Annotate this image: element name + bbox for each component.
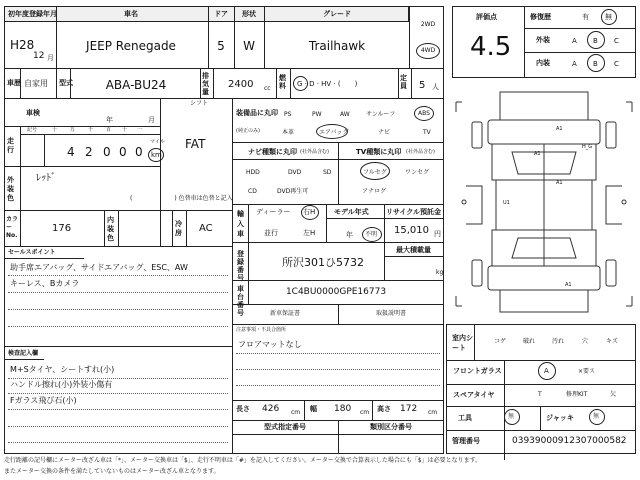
km-unit: km — [151, 151, 162, 159]
import-dealer: ディーラー — [256, 208, 291, 216]
damage-mark-3: A1 — [556, 180, 563, 186]
model-year-label: モデル年式 — [334, 208, 369, 216]
navi-dvd: DVD — [288, 169, 302, 176]
notes-label: 注意事項・不具合箇所 — [236, 327, 287, 333]
drive-4wd: 4WD — [420, 47, 436, 54]
displacement-label: 排気量 — [202, 72, 209, 96]
spare-kit: 修理KIT — [566, 391, 588, 398]
equip-abs: ABS — [418, 110, 430, 117]
type-designation-label: 型式指定番号 — [264, 423, 306, 431]
sheet-koge: コゲ — [494, 338, 507, 345]
int-grade-c: C — [614, 60, 619, 68]
repair-label: 修復歴 — [530, 13, 551, 21]
interior-color-label: 内装色 — [107, 216, 114, 242]
recycle-value: 15,010 — [394, 225, 429, 236]
recycle-yen: 円 — [434, 230, 441, 238]
category-no-label: 類別区分番号 — [370, 423, 412, 431]
equip-aw: AW — [340, 111, 350, 118]
tv-title: TV種類に丸印 — [356, 148, 402, 156]
import-parallel: 並行 — [264, 229, 278, 237]
footer-line2: またメーター交換の条件を満たしていないものはメーター改ざん車となります。 — [4, 468, 220, 475]
tv-fullseg: フルセグ — [363, 169, 387, 176]
score-exterior-label: 外装 — [536, 36, 550, 44]
inspector-line1: M+Sタイヤ、シートすれ(小) — [10, 365, 115, 374]
tools-label: 工具 — [458, 414, 472, 422]
color-no-label: カラーNo. — [6, 216, 19, 239]
import-label: 輸入車 — [237, 210, 244, 238]
grade-label: グレード — [323, 10, 351, 18]
shaken-month: 月 — [148, 116, 155, 124]
category-label: 車歴 — [7, 79, 21, 87]
mileage-digit-2: 0 — [103, 145, 111, 159]
width-cm: cm — [360, 409, 370, 416]
model-year-unit: 年 — [346, 231, 353, 239]
spare-t: T — [538, 391, 542, 398]
jack-none: 無 — [593, 413, 600, 420]
navi-hdd: HDD — [246, 169, 260, 176]
damage-mark-4: U1 — [503, 200, 510, 206]
inspector-label: 検査記入欄 — [8, 350, 39, 357]
spare-none: 欠 — [610, 391, 617, 398]
footer-line1: 走行距離の記号欄にメーター改ざん車は「*」、メーター交換車は「$」、走行不明車は「#」を記入してください。メーター交換で合算表示した場合にも「$」は必要となります。 — [4, 457, 482, 464]
control-label: 管理番号 — [452, 437, 480, 445]
digit-header-3: 千 — [88, 127, 94, 133]
score-label: 評価点 — [476, 13, 497, 21]
tv-title-note: (社外品含む) — [406, 149, 435, 155]
sales-point-label: セールスポイント — [8, 249, 56, 256]
mile-label: マイル — [150, 139, 165, 145]
import-left-h: 左H — [303, 229, 316, 237]
shaken-year: 年 — [106, 116, 113, 124]
length-cm: cm — [291, 409, 301, 416]
shaken-label: 車検 — [26, 109, 40, 117]
windshield-a: A — [544, 367, 549, 375]
sheet-kizu: キズ — [606, 338, 618, 345]
shift-label: シフト — [190, 100, 209, 107]
drive-2wd: 2WD — [420, 21, 436, 28]
digit-header-1: 十 — [52, 127, 58, 133]
digit-header-6: 一 — [137, 127, 143, 133]
windshield-x: ×要ス — [578, 368, 596, 375]
digit-header-0: 記号 — [27, 127, 38, 133]
notes-value: フロアマットなし — [238, 340, 302, 349]
mileage-digit-1: 2 — [85, 145, 93, 159]
month-unit: 月 — [47, 54, 54, 62]
registration-label: 登録番号 — [237, 250, 244, 282]
navi-sd: SD — [323, 169, 332, 176]
digit-header-5: 十 — [122, 127, 128, 133]
equipment-title: 装備品に丸印 — [236, 109, 278, 117]
tools-none: 無 — [508, 413, 515, 420]
repair-yes: 有 — [582, 13, 589, 21]
displacement: 2400 — [228, 79, 254, 90]
chassis-label: 車台番号 — [237, 285, 244, 317]
tv-analog: アナログ — [362, 188, 387, 195]
fuel-options: G · D · HV · ( ) — [297, 80, 358, 88]
sales-point-line2: キーレス、Bカメラ — [10, 279, 80, 288]
exterior-note: ( ) 色替車は色替と記入 — [130, 195, 233, 202]
reg-year: H28 — [10, 38, 35, 52]
shape-label: 形状 — [242, 10, 256, 18]
score-value: 4.5 — [470, 32, 512, 62]
navi-cd: CD — [248, 188, 257, 195]
grade: Trailhawk — [308, 39, 366, 53]
score-interior-label: 内装 — [536, 59, 550, 67]
length-label: 長さ — [236, 405, 250, 413]
control-value: 03939000912307000582 — [512, 436, 627, 446]
exterior-label: 外装色 — [7, 176, 14, 202]
tv-oneseg: ワンセグ — [405, 169, 430, 176]
fuel-label: 燃料 — [279, 74, 286, 90]
ext-grade-a: A — [572, 37, 577, 45]
exterior-color: ﾚｯﾄﾞ — [36, 173, 56, 184]
chassis-value: 1C4BU0000GPE16773 — [285, 287, 387, 297]
navi-dvd-play: DVD再生可 — [277, 188, 309, 195]
shape: W — [243, 39, 255, 53]
manual: 取扱説明書 — [375, 310, 407, 317]
inspector-line2: ハンドル擦れ(小)外装小傷有 — [10, 380, 113, 389]
max-load-kg: kg — [436, 269, 444, 276]
damage-mark-1: A1 — [556, 126, 563, 132]
category: 自家用 — [24, 79, 48, 88]
length-value: 426 — [262, 404, 280, 414]
model: ABA-BU24 — [105, 78, 167, 92]
damage-mark-6: A1 — [565, 282, 572, 288]
mileage-digit-0: 4 — [67, 145, 75, 159]
car-name: JEEP Renegade — [86, 39, 176, 53]
mileage-label: 走行 — [7, 137, 14, 154]
interior-sheet-label: 室内シート — [452, 334, 473, 352]
ac-label: 冷房 — [175, 220, 182, 237]
equip-sunroof: サンルーフ — [366, 111, 396, 118]
model-label: 型式 — [59, 79, 73, 87]
registration-plate: 所沢301ひ5732 — [282, 256, 364, 269]
equip-pw: PW — [312, 111, 322, 118]
inspector-line3: Fガラス飛び石(小) — [10, 396, 77, 405]
navi-title: ナビ種類に丸印 — [248, 148, 297, 156]
color-no: 176 — [52, 223, 72, 234]
equip-tv: TV — [423, 129, 431, 136]
damage-mark-5: H_G — [582, 144, 593, 150]
model-year-unknown: 不明 — [365, 231, 378, 238]
height-cm: cm — [428, 409, 438, 416]
recycle-label: リサイクル預託金 — [386, 208, 442, 216]
mileage-digit-3: 0 — [119, 145, 127, 159]
new-car-warranty: 新車保証書 — [269, 310, 301, 317]
capacity: 5 — [419, 80, 426, 91]
equip-airbag: エアバッグ — [319, 129, 349, 136]
equip-navi: ナビ — [378, 129, 391, 136]
reg-month: 12 — [33, 51, 45, 61]
max-load-label: 最大積載量 — [396, 246, 431, 254]
repair-no: 無 — [605, 13, 612, 21]
navi-title-note: (社外品含む) — [300, 149, 329, 155]
ext-grade-c: C — [614, 37, 619, 45]
sales-point-line1: 助手席エアバッグ、サイドエアバッグ、ESC、AW — [10, 263, 188, 272]
sheet-ana: 穴 — [582, 338, 589, 345]
equip-leather: 本革 — [282, 129, 295, 136]
width-label: 幅 — [310, 405, 317, 413]
windshield-label: フロントガラス — [453, 367, 502, 375]
cc-unit: cc — [264, 85, 271, 92]
capacity-label: 定員 — [400, 74, 407, 90]
car-damage-diagram — [452, 82, 636, 322]
car-name-label: 車名 — [124, 10, 138, 18]
damage-mark-2: A1 — [534, 151, 541, 157]
sheet-yogore: 汚れ — [552, 338, 565, 345]
doors-label: ドア — [214, 10, 228, 18]
sheet-yabure: 破れ — [523, 338, 536, 345]
ac-value: AC — [199, 223, 213, 234]
jack-label: ジャッキ — [546, 414, 574, 422]
capacity-unit: 人 — [432, 83, 439, 91]
height-label: 高さ — [377, 405, 391, 413]
import-right-h: 右H — [303, 208, 316, 216]
int-grade-a: A — [572, 60, 577, 68]
mileage-digit-4: 0 — [135, 145, 143, 159]
doors: 5 — [217, 39, 225, 53]
ext-grade-b: B — [593, 37, 598, 45]
digit-header-2: 万 — [70, 127, 76, 133]
digit-header-4: 百 — [106, 127, 112, 133]
int-grade-b: B — [593, 60, 598, 68]
height-value: 172 — [400, 404, 418, 414]
width-value: 180 — [334, 404, 352, 414]
first-reg-label: 初年度登録年月 — [8, 10, 57, 18]
equipment-note: (純正のみ) — [236, 128, 260, 134]
spare-tire-label: スペアタイヤ — [453, 391, 495, 399]
equip-ps: PS — [284, 111, 292, 118]
shift: FAT — [185, 137, 206, 151]
